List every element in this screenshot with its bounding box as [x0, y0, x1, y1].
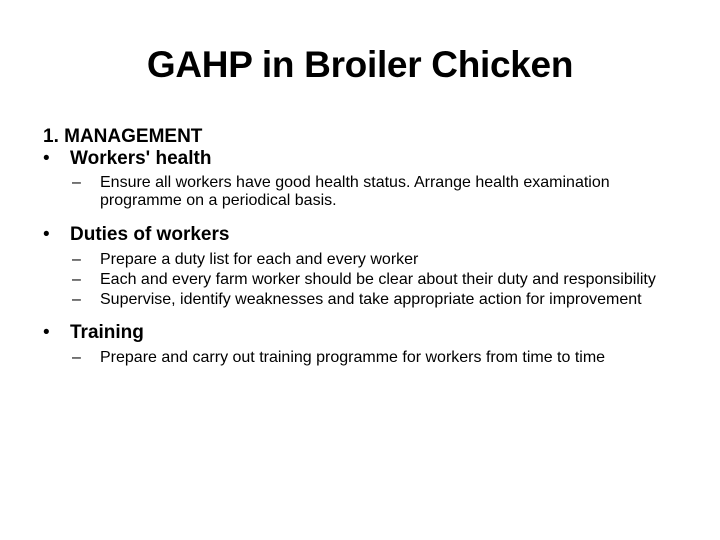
- bullet-label: Training: [70, 322, 144, 343]
- list-item: [43, 174, 660, 210]
- bullet-workers-health: [43, 148, 693, 170]
- dash-icon: –: [72, 291, 81, 308]
- sub-list: [43, 349, 693, 367]
- list-item-text: Prepare a duty list for each and every worker: [100, 251, 419, 268]
- list-item: [43, 251, 660, 269]
- bullet-training: [43, 322, 693, 344]
- list-item: [43, 291, 660, 309]
- dash-icon: –: [72, 251, 81, 268]
- list-item-text: Prepare and carry out training programme for workers from time to time: [100, 349, 606, 366]
- bullet-icon: •: [43, 322, 50, 343]
- sub-list: [43, 251, 693, 309]
- bullet-label: Duties of workers: [70, 224, 230, 245]
- list-item: [43, 349, 660, 367]
- section-heading: 1. MANAGEMENT: [43, 126, 203, 147]
- dash-icon: –: [72, 271, 81, 288]
- list-item-text: Ensure all workers have good health status. Arrange health examination programme on a periodical basis.: [100, 174, 610, 209]
- bullet-icon: •: [43, 224, 50, 245]
- list-item-text: Supervise, identify weaknesses and take appropriate action for improvement: [100, 291, 642, 308]
- slide-content: [43, 126, 693, 367]
- sub-list: [43, 174, 693, 210]
- bullet-icon: •: [43, 148, 50, 169]
- slide-title: GAHP in Broiler Chicken: [146, 44, 574, 85]
- list-item-text: Each and every farm worker should be clear about their duty and responsibility: [100, 271, 656, 288]
- bullet-duties-of-workers: [43, 224, 693, 246]
- list-item: [43, 271, 660, 289]
- bullet-label: Workers' health: [70, 148, 212, 169]
- dash-icon: –: [72, 349, 81, 366]
- dash-icon: –: [72, 174, 81, 191]
